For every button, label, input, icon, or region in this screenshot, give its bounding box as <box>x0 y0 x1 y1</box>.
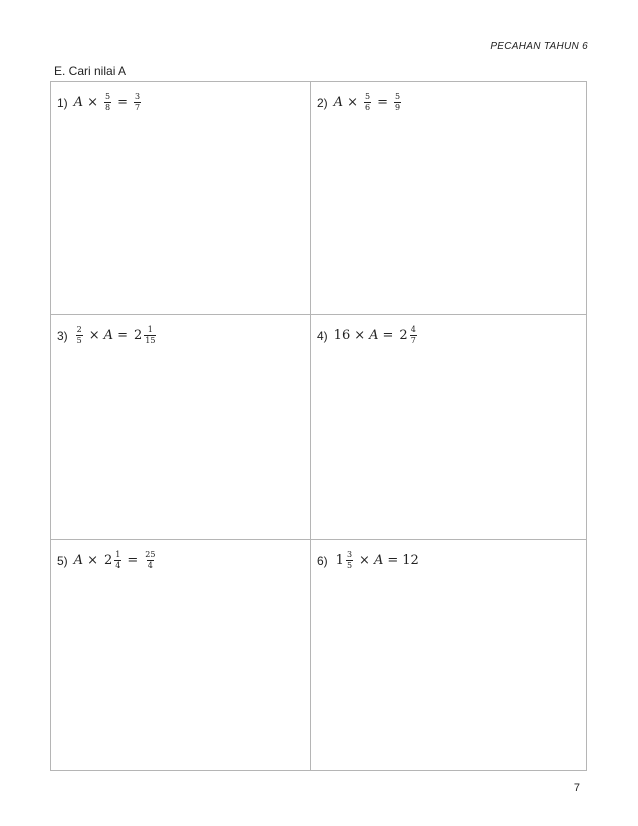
problem-number: 1) <box>57 95 68 110</box>
equals-sign: = <box>387 553 399 568</box>
denominator: 9 <box>394 103 401 112</box>
denominator: 8 <box>104 103 111 112</box>
numerator: 5 <box>364 92 371 101</box>
problem-cell-3 <box>51 315 311 540</box>
answer-fraction <box>410 325 417 346</box>
times-sign: × <box>88 328 100 343</box>
equals-sign: = <box>117 328 128 343</box>
whole-number: 2 <box>399 328 408 343</box>
page-number: 7 <box>573 782 580 794</box>
problem-number: 2) <box>317 95 328 110</box>
fraction <box>114 550 121 571</box>
problem-cell-6 <box>311 540 586 770</box>
variable: A <box>333 95 344 110</box>
problem-number: 5) <box>57 553 68 568</box>
equals-sign: = <box>377 95 388 110</box>
times-sign: × <box>354 328 366 343</box>
problem-number: 6) <box>317 553 328 568</box>
denominator: 5 <box>346 561 353 570</box>
numerator: 1 <box>115 550 121 559</box>
denominator: 7 <box>410 336 416 345</box>
whole-number: 1 <box>335 553 344 568</box>
numerator: 3 <box>346 550 353 559</box>
whole-number: 2 <box>103 553 113 568</box>
problem-2 <box>317 92 403 113</box>
whole-number: 2 <box>133 328 143 343</box>
problem-cell-1 <box>51 82 311 315</box>
problem-4 <box>317 325 419 346</box>
fraction <box>104 92 111 113</box>
variable: A <box>103 328 114 343</box>
times-sign: × <box>347 95 358 110</box>
problem-cell-5 <box>51 540 311 770</box>
problem-1 <box>57 92 143 113</box>
equals-sign: = <box>117 95 128 110</box>
answer-fraction <box>144 325 156 346</box>
numerator: 25 <box>145 550 156 559</box>
denominator: 5 <box>76 336 82 345</box>
answer-fraction <box>144 550 156 571</box>
numerator: 2 <box>76 325 82 334</box>
numerator: 4 <box>410 325 416 334</box>
answer-fraction <box>134 92 141 113</box>
times-sign: × <box>87 95 98 110</box>
problem-grid <box>50 81 587 771</box>
variable: A <box>373 553 384 568</box>
times-sign: × <box>87 553 98 568</box>
problem-number: 3) <box>57 328 68 343</box>
denominator: 15 <box>145 336 156 345</box>
problem-3 <box>57 325 158 346</box>
numerator: 3 <box>134 92 141 101</box>
problem-5 <box>57 550 158 571</box>
times-sign: × <box>359 553 370 568</box>
coefficient: 16 <box>333 328 351 343</box>
fraction <box>364 92 371 113</box>
equals-sign: = <box>382 328 394 343</box>
problem-cell-2 <box>311 82 586 315</box>
denominator: 7 <box>134 103 141 112</box>
numerator: 5 <box>104 92 111 101</box>
denominator: 6 <box>364 103 371 112</box>
answer-value: 12 <box>402 553 419 568</box>
denominator: 4 <box>115 561 121 570</box>
equals-sign: = <box>127 553 139 568</box>
problem-6 <box>317 550 419 571</box>
fraction <box>346 550 353 571</box>
numerator: 5 <box>394 92 401 101</box>
problem-number: 4) <box>317 328 328 343</box>
section-title: E. Cari nilai A <box>54 64 127 78</box>
answer-fraction <box>394 92 401 113</box>
fraction <box>76 325 83 346</box>
running-header: PECAHAN TAHUN 6 <box>490 41 588 52</box>
variable: A <box>73 553 84 568</box>
problem-cell-4 <box>311 315 586 540</box>
numerator: 1 <box>147 325 153 334</box>
variable: A <box>73 95 84 110</box>
denominator: 4 <box>147 561 153 570</box>
variable: A <box>369 328 379 343</box>
